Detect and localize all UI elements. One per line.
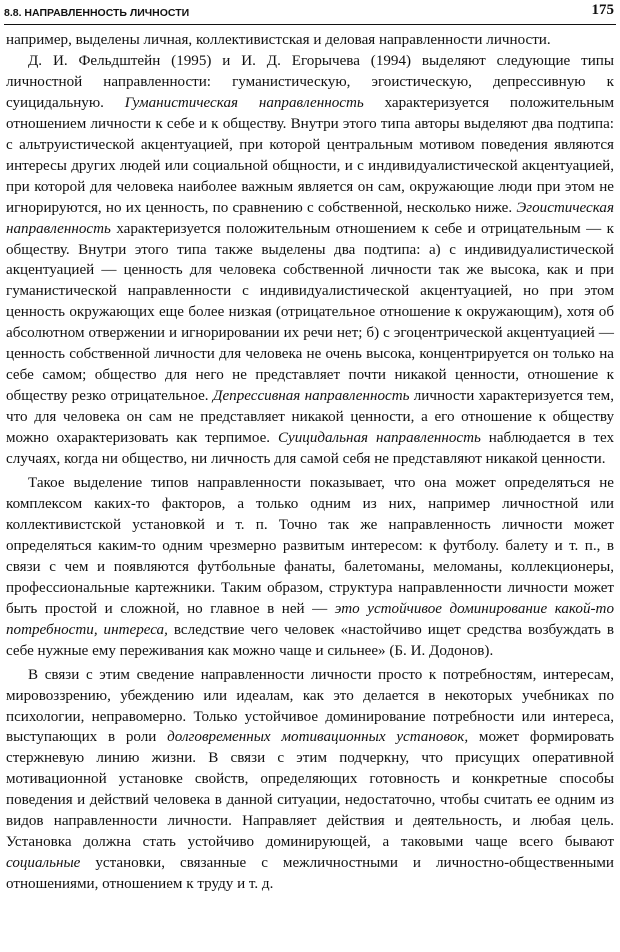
text-run: характеризуется положительным отношением личности к себе и к обществу. Внутри этого типа авторы выделяют два подтипа: с альтруистической акцентуацией, при которой центральным мотивом поведения являются интересы других людей или социальной общности, и с индивидуалистической акцентуацией, при которой для человека наиболее важным является он сам, окружающие люди при этом не игнорируются, но их ценность, по сравнению с собственной, несколько ниже. <box>6 94 615 216</box>
text-run: может формировать стержневую линию жизни. В связи с этим подчеркну, что присущих оперативной мотивационной установке свойств, определяющих готовность и конкретные способы поведения и действий человека в данной ситуации, недостаточно, чтобы считать ее одним из видов направленности личности. Направляет действия и деятельность, и любая цель. Установка должна стать устойчиво доминирующей, а таковыми чаще всего бывают <box>6 729 614 851</box>
term-humanistic: Гуманистическая направленность <box>124 94 364 111</box>
term-social: социальные <box>6 855 81 872</box>
paragraph-3 <box>6 473 614 662</box>
emphasis-dominance: это устойчивое доминирование какой-то потребности, интереса, <box>6 600 614 638</box>
page-header <box>4 2 616 25</box>
page-number: 175 <box>591 2 614 18</box>
text-run: личности характеризуется тем, что для человека он сам не представляет никакой ценности, а его отношение к обществу можно охарактеризовать как терпимое. <box>6 388 614 447</box>
running-title: 8.8. НАПРАВЛЕННОСТЬ ЛИЧНОСТИ <box>4 7 190 19</box>
text-run: наблюдается в тех случаях, когда ни общество, ни личность для самой себя не представляют никакой ценности. <box>6 430 614 468</box>
text-run: установки, связанные с межличностными и личностно-общественными отношениями, отношением к труду и т. д. <box>6 855 614 893</box>
text-run: Д. И. Фельдштейн (1995) и И. Д. Егорычева (1994) выделяют следующие типы личностной направленности: гуманистическую, эгоистическую, депрессивную к суицидальную. <box>6 52 614 111</box>
paragraph-2 <box>6 51 614 470</box>
paragraph-4 <box>6 665 614 895</box>
paragraph-1 <box>6 30 614 51</box>
text-run: например, выделены личная, коллективистская и деловая направленности личности. <box>6 32 551 48</box>
text-run: вследствие чего человек «настойчиво ищет средства возбуждать в себе нужные ему переживания как можно чаще и сильнее» (Б. И. Додонов). <box>6 621 614 659</box>
text-run: характеризуется положительным отношением к себе и отрицательным — к обществу. Внутри этого типа также выделены два подтипа: а) с индивидуалистической акцентуацией — ценность для человека собственной личности так же высока, как и при гуманистической направленности с индивидуалистической акцентуацией, но при этом ценность окружающих еще более низкая (отрицательное отношение к окружающим), хотя об абсолютном отвержении и игнорировании их речи нет; б) с эгоцентрической акцентуацией — ценность собственной личности для человека не очень высока, концентрируется он только на себе самом; общество для него не представляет почти никакой ценности, отношение к обществу резко отрицательное. <box>6 220 614 405</box>
text-run: Такое выделение типов направленности показывает, что она может определяться не комплексом каких-то факторов, а только одним из них, например личностной или коллективистской установкой и т. п. Точно так же направленность личности может определяться каким-то одним чрезмерно развитым интересом: к футболу. балету и т. п., в связи с чем и появляются футбольные фанаты, балетоманы, меломаны, коллекционеры, профессиональные картежники. Таким образом, структура направленности личности может быть простой и сложной, но главное в ней — <box>6 475 614 617</box>
text-run: В связи с этим сведение направленности личности просто к потребностям, интересам, мировоззрению, убеждению или идеалам, как это делается в некоторых учебниках по психологии, неправомерно. Только устойчивое доминирование потребности или интереса, выступающих в роли <box>6 666 614 746</box>
body-text <box>6 30 614 895</box>
term-suicidal: Суицидальная направленность <box>277 430 481 447</box>
term-depressive: Депрессивная направленность <box>212 388 410 405</box>
term-egoistic: Эгоистическая направленность <box>6 199 614 237</box>
term-long-term-motivational-sets: долговременных мотивационных установок, <box>167 729 469 746</box>
